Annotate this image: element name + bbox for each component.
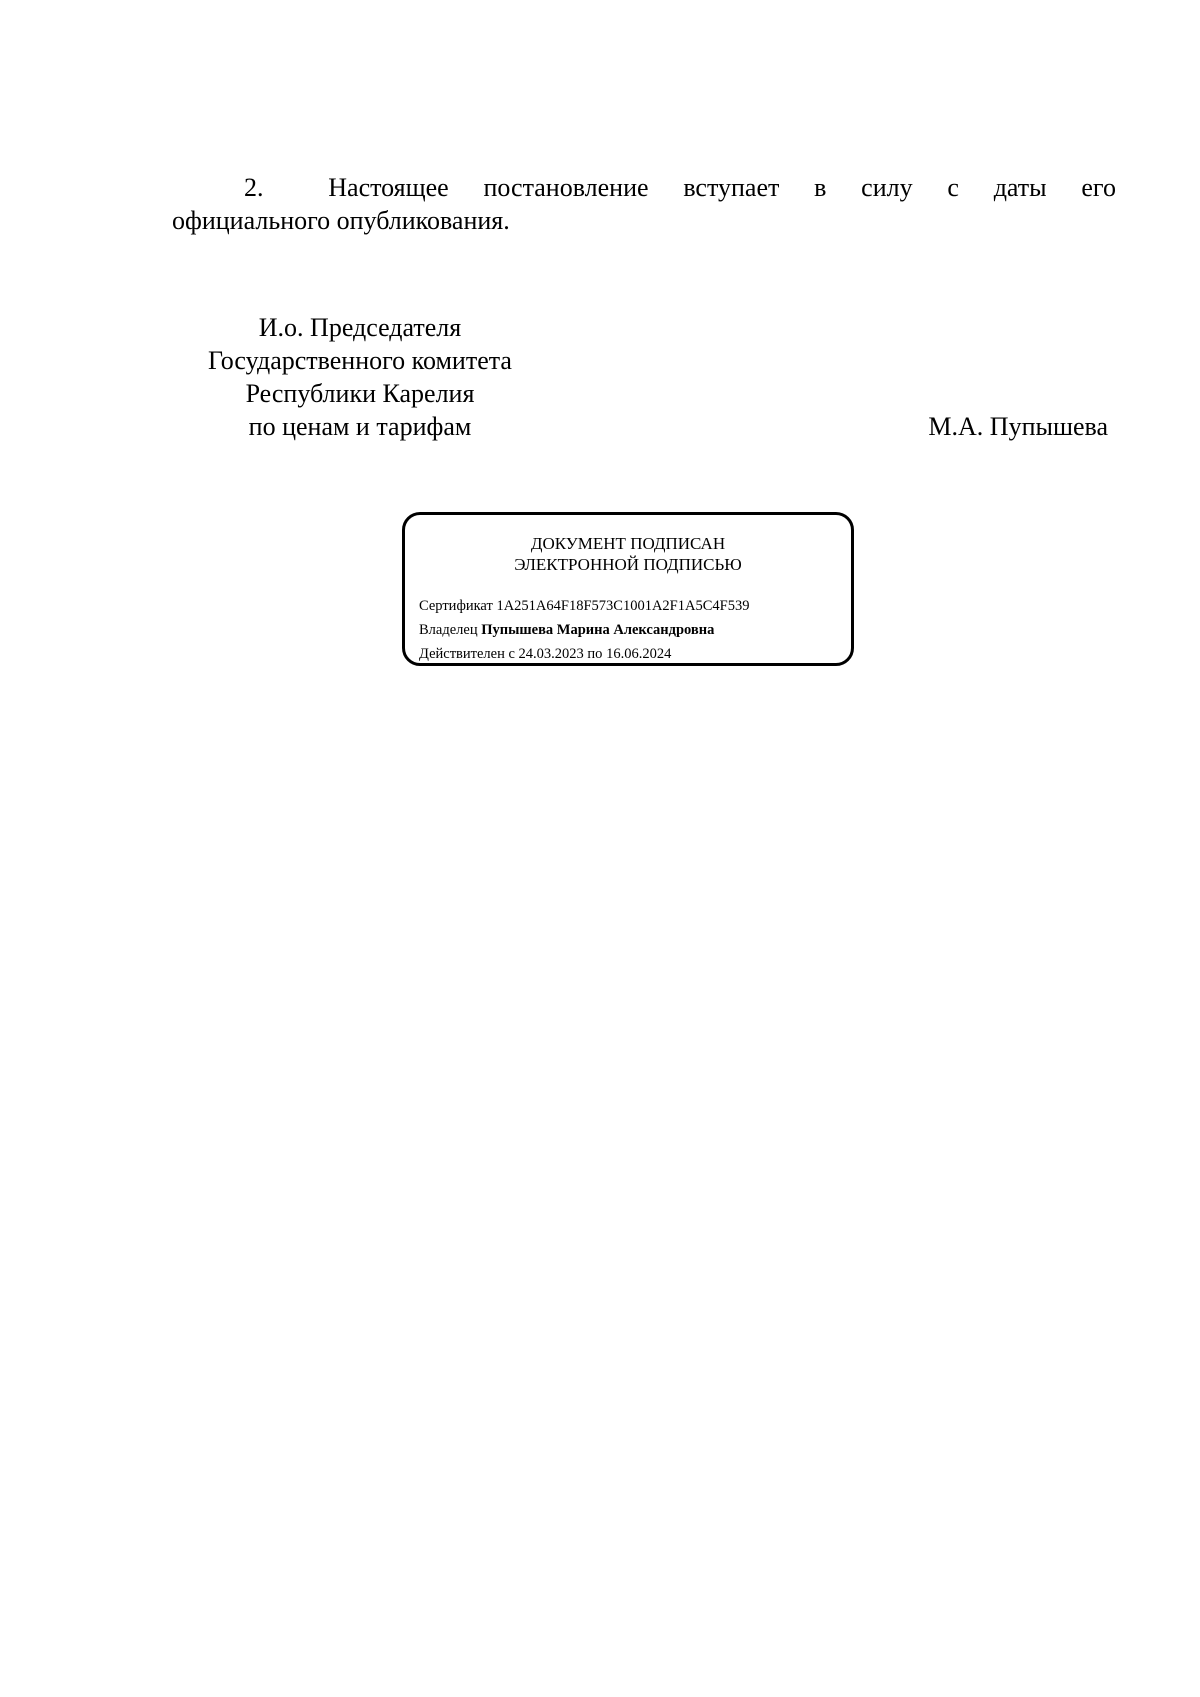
clause-word: даты [993,173,1047,202]
certificate-value: 1A251A64F18F573C1001A2F1A5C4F539 [496,598,750,614]
position-line: по ценам и тарифам [248,412,472,441]
signer-position [172,311,548,443]
stamp-validity-line [419,642,841,666]
valid-from: 24.03.2023 [518,646,584,662]
stamp-title [405,533,851,575]
stamp-details [419,594,841,666]
stamp-certificate-line [419,594,841,618]
stamp-owner-line [419,618,841,642]
clause-word: вступает [683,173,780,202]
stamp-title-line: ДОКУМЕНТ ПОДПИСАН [530,534,726,553]
clause-word: постановление [483,173,649,202]
signer-name: М.А. Пупышева [928,412,1108,441]
certificate-label: Сертификат [419,598,493,614]
clause-word: его [1081,173,1116,202]
clause-line-2: официального опубликования. [172,206,510,235]
clause-word: силу [861,173,913,202]
clause-paragraph [172,171,1116,237]
clause-line-1 [172,171,1116,204]
position-line: И.о. Председателя [258,313,462,342]
clause-word: с [947,173,959,202]
owner-value: Пупышева Марина Александровна [481,622,715,638]
clause-word: в [814,173,827,202]
position-line: Государственного комитета [208,346,512,375]
valid-to: 16.06.2024 [606,646,672,662]
electronic-signature-stamp [402,512,854,666]
stamp-title-line: ЭЛЕКТРОННОЙ ПОДПИСЬЮ [514,555,742,574]
clause-number: 2. [244,173,264,202]
valid-to-label: по [587,646,603,662]
position-line: Республики Карелия [245,379,475,408]
valid-label: Действителен с [419,646,515,662]
owner-label: Владелец [419,622,478,638]
clause-word: Настоящее [328,173,449,202]
